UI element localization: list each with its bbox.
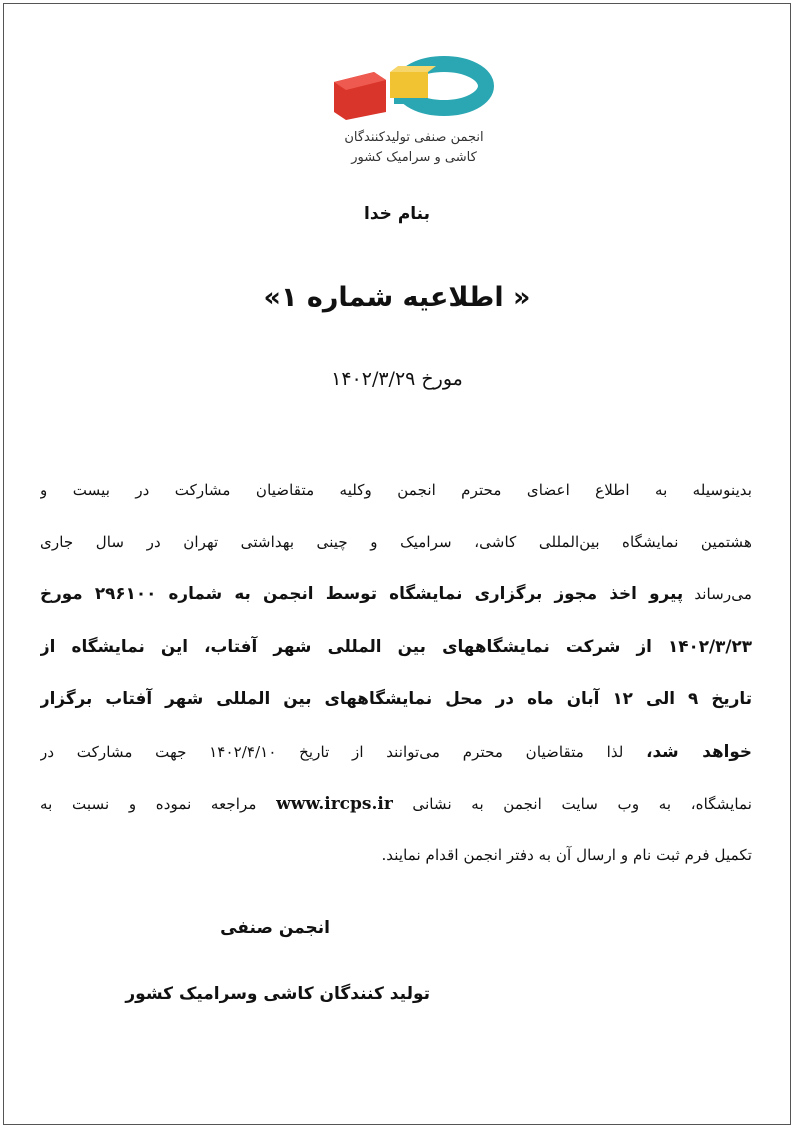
body-line-3-start: می‌رساند xyxy=(694,585,752,604)
body-line-6-rest: لذا متقاضیان محترم می‌توانند از تاریخ ۱۴۰۲/۴/۱۰ جهت مشارکت در xyxy=(40,742,624,761)
logo-name-line-1: انجمن صنفی تولیدکنندگان xyxy=(344,130,484,145)
notice-body xyxy=(40,465,752,882)
body-line-3 xyxy=(40,568,752,621)
body-line-4 xyxy=(40,621,752,674)
body-line-1: بدینوسیله به اطلاع اعضای محترم انجمن وکلیه متقاضیان مشارکت در بیست و xyxy=(40,481,752,499)
association-logo xyxy=(324,52,504,182)
body-line-6 xyxy=(40,726,752,779)
body-line-3-bold: پیرو اخذ مجوز برگزاری نمایشگاه توسط انجمن به شماره ۲۹۶۱۰۰ مورخ xyxy=(40,583,684,604)
body-line-5-bold: تاریخ ۹ الی ۱۲ آبان ماه در محل نمایشگاههای بین المللی شهر آفتاب برگزار xyxy=(40,688,752,709)
notice-title: « اطلاعیه شماره ۱» xyxy=(263,282,531,313)
body-line-4-bold: ۱۴۰۲/۳/۲۳ از شرکت نمایشگاههای بین المللی شهر آفتاب، این نمایشگاه از xyxy=(40,635,752,656)
body-line-6-bold: خواهد شد، xyxy=(646,740,752,761)
body-line-5 xyxy=(40,673,752,726)
bismillah-heading: بنام خدا xyxy=(364,204,430,224)
body-line-7 xyxy=(40,779,752,831)
body-line-7-end: مراجعه نموده و نسبت به xyxy=(40,794,257,813)
logo-mark-icon xyxy=(324,52,504,124)
logo-name-line-2: کاشی و سرامیک کشور xyxy=(351,150,477,165)
body-line-8: تکمیل فرم ثبت نام و ارسال آن به دفتر انجمن اقدام نمایند. xyxy=(381,846,752,865)
notice-page xyxy=(3,3,791,1125)
body-line-2: هشتمین نمایشگاه بین‌المللی کاشی، سرامیک و چینی بهداشتی تهران در سال جاری xyxy=(40,532,752,551)
signature-line-1: انجمن صنفی xyxy=(220,918,330,938)
signature-line-2: تولید کنندگان کاشی وسرامیک کشور xyxy=(125,984,430,1004)
body-line-7-start: نمایشگاه، به وب سایت انجمن به نشانی xyxy=(412,794,752,813)
notice-date: مورخ ۱۴۰۲/۳/۲۹ xyxy=(331,368,463,390)
website-link[interactable]: www.ircps.ir xyxy=(276,793,393,814)
